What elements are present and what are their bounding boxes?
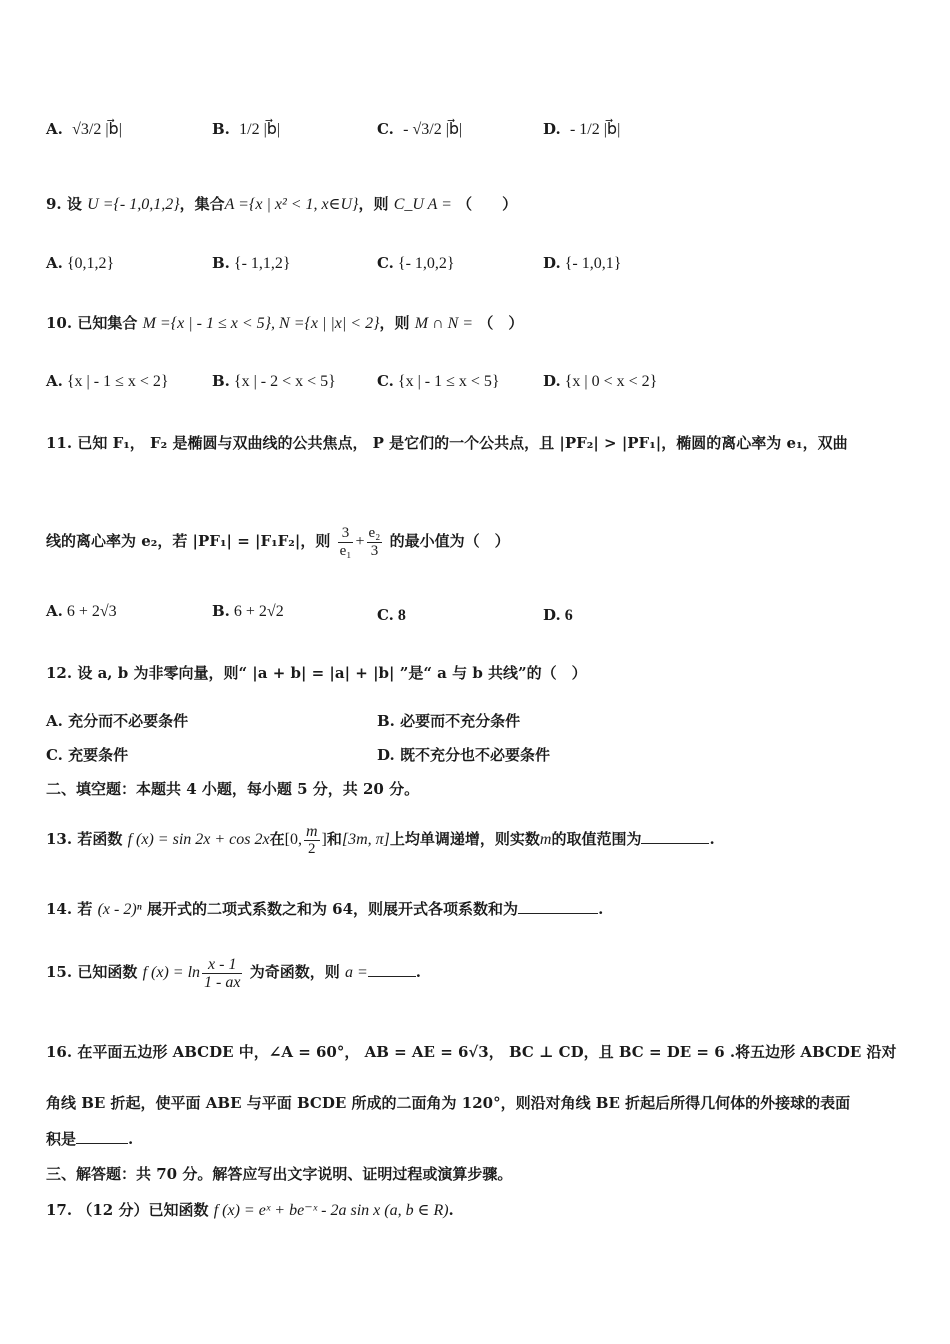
period: . <box>709 830 715 848</box>
question-number: 14. <box>46 900 73 918</box>
q11-option-a[interactable] <box>46 600 117 623</box>
answer-bracket: （ ） <box>478 314 524 332</box>
option-value: 6 + 2√2 <box>233 603 284 620</box>
option-label: C. <box>46 746 63 764</box>
question-text: ，则 <box>358 195 389 213</box>
fraction-m-over-2 <box>304 823 320 858</box>
question-number: 9. <box>46 195 62 213</box>
q9-option-a[interactable] <box>46 252 114 275</box>
question-text: ，集合 <box>179 195 225 213</box>
question-16-line2: 角线 BE 折起，使平面 ABE 与平面 BCDE 所成的二面角为 120°，则沿对角线 BE 折起后所得几何体的外接球的表面 <box>46 1094 851 1112</box>
q10-option-c[interactable] <box>377 370 500 393</box>
question-number: 13. <box>46 830 73 848</box>
option-value: - √3/2 |b⃗| <box>403 121 463 138</box>
fraction-log-arg <box>202 956 242 991</box>
math-function: f (x) = ln <box>142 964 201 981</box>
q9-option-d[interactable] <box>543 252 621 275</box>
math-set-u: U ={- 1,0,1,2} <box>87 196 180 213</box>
plus-sign: + <box>355 533 365 550</box>
fraction-e2-over-3 <box>367 525 383 560</box>
option-label: D. <box>543 606 561 624</box>
question-text: （12 分）已知函数 <box>77 1201 209 1219</box>
question-text: ，则 <box>379 314 410 332</box>
math-sets: M ={x | - 1 ≤ x < 5}, N ={x | |x| < 2} <box>142 315 380 332</box>
q10-option-d[interactable] <box>543 370 657 393</box>
math-interval: [3m, π] <box>341 831 390 848</box>
q12-option-b[interactable] <box>377 710 520 732</box>
question-number: 10. <box>46 314 73 332</box>
question-text: 和 <box>326 830 342 848</box>
option-label: A. <box>46 372 63 390</box>
fraction-denominator: e₁ <box>339 542 352 559</box>
math-expression: C_U A = <box>393 196 452 213</box>
question-text: 若 <box>77 900 93 918</box>
question-text: 设 a, b 为非零向量，则“ |a + b| = |a| + |b| ”是“ a 与 b 共线”的（ ） <box>77 664 587 682</box>
option-label: C. <box>377 120 394 138</box>
q8-option-c[interactable] <box>377 118 462 141</box>
option-label: D. <box>543 120 561 138</box>
fraction-numerator: x - 1 <box>202 956 242 974</box>
q12-option-a[interactable] <box>46 710 188 732</box>
fraction-denominator: 3 <box>370 542 379 559</box>
option-value: 1/2 |b⃗| <box>239 121 281 138</box>
option-label: C. <box>377 372 394 390</box>
q11-option-c[interactable] <box>377 604 406 627</box>
question-13 <box>46 820 715 859</box>
option-label: B. <box>212 602 230 620</box>
question-text: 的取值范围为 <box>551 830 642 848</box>
option-label: D. <box>377 746 395 764</box>
interval-right: ] <box>321 831 327 848</box>
answer-blank[interactable] <box>76 1129 128 1144</box>
answer-blank[interactable] <box>641 829 709 844</box>
option-label: C. <box>377 254 394 272</box>
math-variable: a = <box>344 964 368 981</box>
option-value: {x | - 2 < x < 5} <box>233 373 336 390</box>
math-function: f (x) = sin 2x + cos 2x <box>127 831 270 848</box>
option-label: D. <box>543 372 561 390</box>
option-value: 充要条件 <box>68 746 129 764</box>
question-11 <box>46 432 848 454</box>
math-variable: m <box>539 831 552 848</box>
option-label: A. <box>46 602 63 620</box>
question-text: 为奇函数，则 <box>249 963 340 981</box>
fraction-denominator: 2 <box>307 840 316 857</box>
answer-blank[interactable] <box>518 899 598 914</box>
question-11-line2 <box>46 521 510 562</box>
period: . <box>415 963 421 981</box>
question-text: 已知集合 <box>77 314 138 332</box>
q10-option-b[interactable] <box>212 370 336 393</box>
fraction-numerator: 3 <box>338 525 354 543</box>
question-17 <box>46 1199 454 1222</box>
fraction-3-over-e1 <box>338 525 354 560</box>
option-label: C. <box>377 606 394 624</box>
question-text: 若函数 <box>77 830 123 848</box>
question-9 <box>46 193 517 216</box>
fraction-denominator: 1 - ax <box>204 973 241 991</box>
option-value: {x | 0 < x < 2} <box>564 373 658 390</box>
option-value: 6 <box>564 607 573 624</box>
question-text: 上均单调递增，则实数 <box>389 830 540 848</box>
q11-option-d[interactable] <box>543 604 573 627</box>
question-text: 已知函数 <box>77 963 138 981</box>
option-value: 6 + 2√3 <box>66 603 117 620</box>
q8-option-b[interactable] <box>212 118 280 141</box>
option-value: {x | - 1 ≤ x < 5} <box>397 373 500 390</box>
question-text: 的最小值为（ ） <box>389 532 510 550</box>
question-14 <box>46 898 603 921</box>
question-16-line3 <box>46 1128 133 1150</box>
math-function: f (x) = eˣ + be⁻ˣ - 2a sin x (a, b ∈ R) <box>213 1202 449 1219</box>
question-12 <box>46 662 587 684</box>
option-value: 既不充分也不必要条件 <box>399 746 550 764</box>
question-number: 16. <box>46 1043 73 1061</box>
q12-option-d[interactable] <box>377 744 550 766</box>
option-label: A. <box>46 120 63 138</box>
question-text: 设 <box>66 195 82 213</box>
period: . <box>448 1201 454 1219</box>
q12-option-c[interactable] <box>46 744 128 766</box>
question-text: 已知 F₁， F₂ 是椭圆与双曲线的公共焦点， P 是它们的一个公共点，且 |PF₂| > |PF₁|，椭圆的离心率为 e₁，双曲 <box>77 434 848 452</box>
math-expression: M ∩ N = <box>414 315 474 332</box>
question-number: 11. <box>46 434 73 452</box>
option-value: 充分而不必要条件 <box>68 712 189 730</box>
option-value: - 1/2 |b⃗| <box>569 121 621 138</box>
option-label: B. <box>212 372 230 390</box>
section-heading-fill-in: 二、填空题：本题共 4 小题，每小题 5 分，共 20 分。 <box>46 780 420 798</box>
option-label: A. <box>46 254 63 272</box>
option-value: {- 1,1,2} <box>233 255 291 272</box>
option-value: √3/2 |b⃗| <box>72 121 122 138</box>
q9-option-c[interactable] <box>377 252 455 275</box>
option-value: {x | - 1 ≤ x < 2} <box>66 373 169 390</box>
interval-left: [0, <box>284 831 302 848</box>
question-text: 展开式的二项式系数之和为 64，则展开式各项系数和为 <box>146 900 519 918</box>
option-label: D. <box>543 254 561 272</box>
q11-option-b[interactable] <box>212 600 284 623</box>
question-text: 线的离心率为 e₂，若 |PF₁| = |F₁F₂|，则 <box>46 532 331 550</box>
question-text: 在 <box>269 830 285 848</box>
option-value: {0,1,2} <box>66 255 115 272</box>
question-number: 12. <box>46 664 73 682</box>
option-value: {- 1,0,1} <box>564 255 622 272</box>
question-10 <box>46 312 523 335</box>
question-text: 积是 <box>46 1130 77 1148</box>
fraction-numerator: m <box>305 822 318 840</box>
math-set-a: A ={x | x² < 1, x∈U} <box>224 196 359 213</box>
question-16 <box>46 1041 897 1063</box>
answer-bracket: （ ） <box>457 195 518 213</box>
period: . <box>128 1130 134 1148</box>
q10-option-a[interactable] <box>46 370 169 393</box>
math-expression: (x - 2)ⁿ <box>97 901 142 918</box>
section-heading-solutions: 三、解答题：共 70 分。解答应写出文字说明、证明过程或演算步骤。 <box>46 1165 513 1183</box>
option-label: A. <box>46 712 63 730</box>
question-number: 17. <box>46 1201 73 1219</box>
q8-option-d[interactable] <box>543 118 620 141</box>
option-label: B. <box>212 120 230 138</box>
question-text: 在平面五边形 ABCDE 中，∠A = 60°， AB = AE = 6√3， BC ⊥ CD，且 BC = DE = 6 .将五边形 ABCDE 沿对 <box>77 1043 897 1061</box>
option-label: B. <box>212 254 230 272</box>
fraction-numerator: e₂ <box>368 524 381 541</box>
q8-option-a[interactable] <box>46 118 122 141</box>
option-value: 必要而不充分条件 <box>400 712 521 730</box>
q9-option-b[interactable] <box>212 252 291 275</box>
question-number: 15. <box>46 963 73 981</box>
option-value: 8 <box>397 607 406 624</box>
period: . <box>598 900 604 918</box>
answer-blank[interactable] <box>368 962 416 977</box>
option-value: {- 1,0,2} <box>397 255 455 272</box>
option-label: B. <box>377 712 395 730</box>
question-15 <box>46 952 421 993</box>
